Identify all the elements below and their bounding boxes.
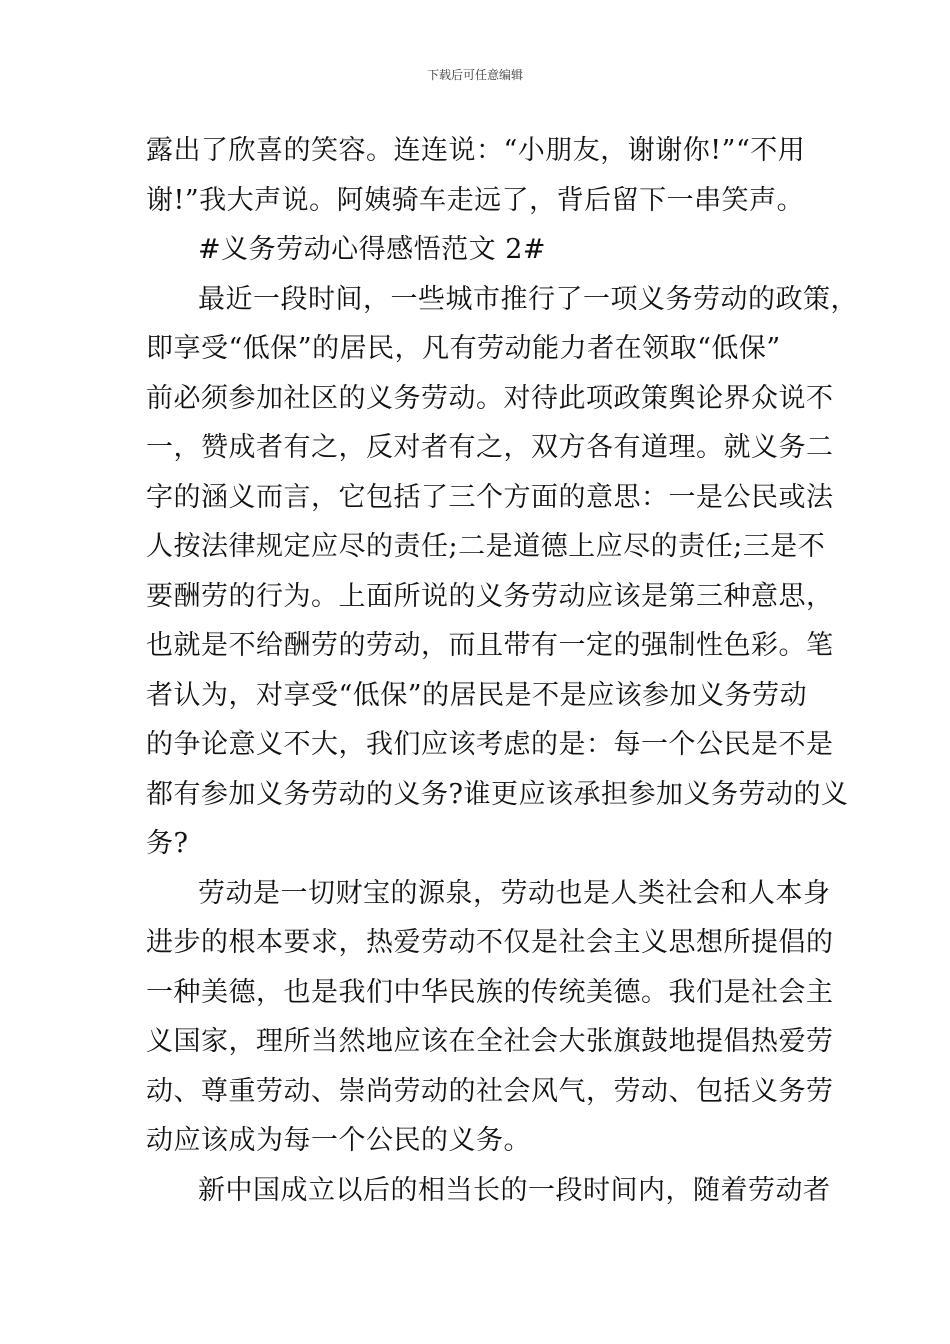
text-line: 务? — [146, 828, 189, 859]
text-line: 字的涵义而言，它包括了三个方面的意思：一是公民或法 — [146, 481, 834, 513]
text-line: 动应该成为每一个公民的义务。 — [146, 1125, 531, 1156]
page-header: 下载后可任意编辑 — [426, 68, 523, 82]
document-body — [146, 126, 858, 1215]
text-line: 者认为，对享受“低保”的居民是不是应该参加义务劳动 — [146, 679, 808, 711]
text-line: 前必须参加社区的义务劳动。对待此项政策舆论界众说不 — [146, 382, 834, 414]
text-line: 也就是不给酬劳的劳动，而且带有一定的强制性色彩。笔 — [146, 630, 834, 661]
text-line: 谢!”我大声说。阿姨骑车走远了，背后留下一串笑声。 — [146, 184, 805, 216]
text-line: 的争论意义不大，我们应该考虑的是：每一个公民是不是 — [146, 729, 834, 760]
text-line: 动、尊重劳动、崇尚劳动的社会风气，劳动、包括义务劳 — [146, 1075, 834, 1107]
text-line: #义务劳动心得感悟范文 2# — [198, 234, 547, 265]
text-line: 都有参加义务劳动的义务?谁更应该承担参加义务劳动的义 — [146, 778, 849, 810]
text-line: 劳动是一切财宝的源泉，劳动也是人类社会和人本身 — [198, 877, 831, 909]
text-line: 新中国成立以后的相当长的一段时间内，随着劳动者 — [198, 1174, 831, 1206]
text-line: 露出了欣喜的笑容。连连说：“小朋友，谢谢你!”“不用 — [146, 135, 806, 166]
text-line: 即享受“低保”的居民，凡有劳动能力者在领取“低保” — [146, 333, 781, 364]
text-line: 一种美德，也是我们中华民族的传统美德。我们是社会主 — [146, 976, 834, 1008]
text-line: 人按法律规定应尽的责任;二是道德上应尽的责任;三是不 — [146, 531, 826, 562]
text-line: 进步的根本要求，热爱劳动不仅是社会主义思想所提倡的 — [146, 927, 834, 958]
text-line: 义国家，理所当然地应该在全社会大张旗鼓地提倡热爱劳 — [146, 1026, 834, 1057]
text-line: 一，赞成者有之，反对者有之，双方各有道理。就义务二 — [146, 432, 834, 463]
text-line: 最近一段时间，一些城市推行了一项义务劳动的政策， — [198, 283, 858, 315]
text-line: 要酬劳的行为。上面所说的义务劳动应该是第三种意思， — [146, 580, 834, 612]
